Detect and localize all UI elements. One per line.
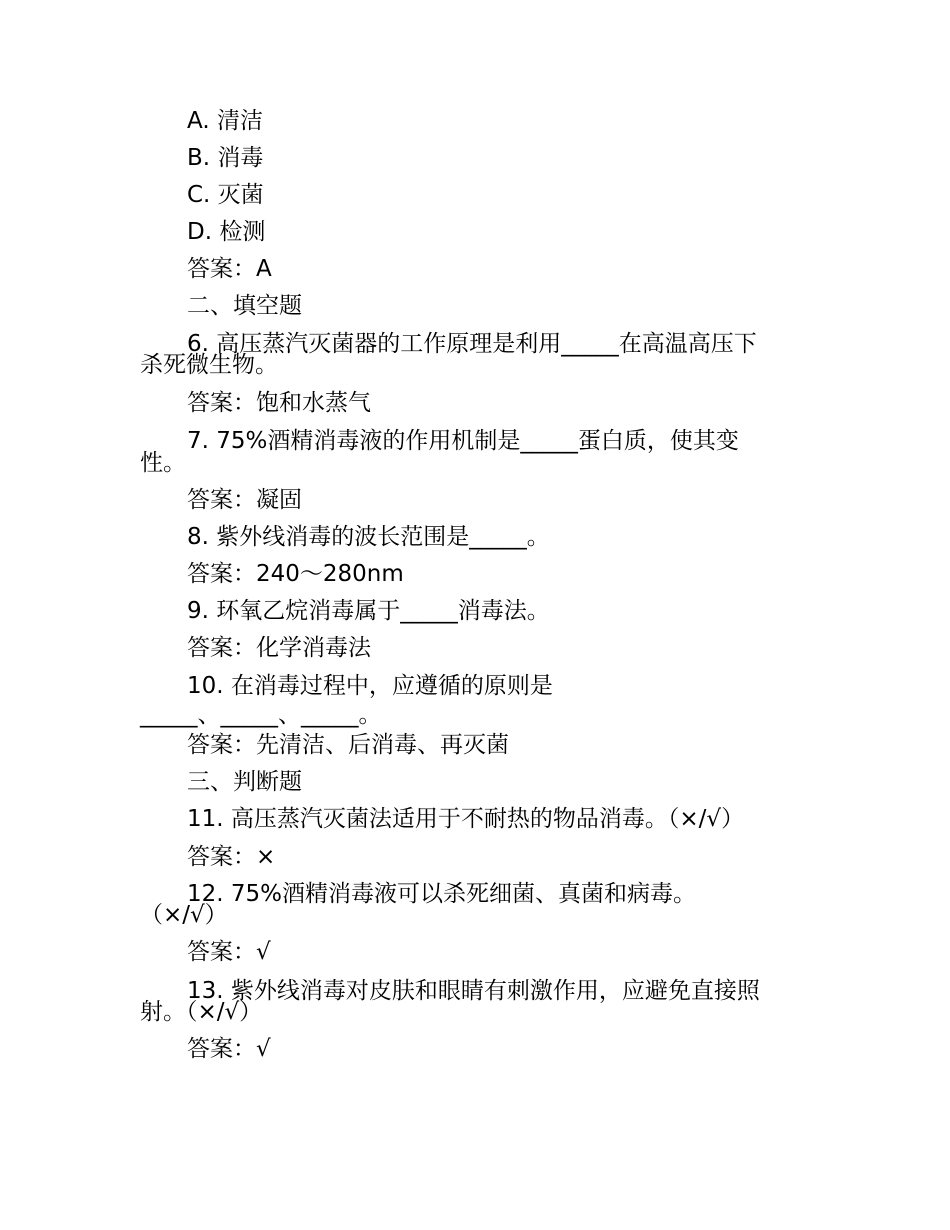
question-12-line-2: （×/√） [140, 902, 228, 928]
question-6-line-2: 杀死微生物。 [140, 352, 278, 378]
question-6-line-1: 6. 高压蒸汽灭菌器的工作原理是利用_____在高温高压下 [187, 331, 757, 357]
answer-5: 答案：A [187, 256, 272, 282]
question-8: 8. 紫外线消毒的波长范围是_____。 [187, 524, 550, 550]
answer-9: 答案：化学消毒法 [187, 635, 371, 661]
question-10-line-2: _____、_____、_____。 [140, 702, 382, 728]
answer-7: 答案：凝固 [187, 487, 302, 513]
answer-6: 答案：饱和水蒸气 [187, 390, 371, 416]
question-7-line-1: 7. 75%酒精消毒液的作用机制是_____蛋白质，使其变 [187, 428, 739, 454]
option-a: A. 清洁 [187, 108, 263, 134]
question-13-line-1: 13. 紫外线消毒对皮肤和眼睛有刺激作用，应避免直接照 [187, 978, 760, 1004]
question-12-line-1: 12. 75%酒精消毒液可以杀死细菌、真菌和病毒。 [187, 881, 697, 907]
question-7-line-2: 性。 [140, 450, 186, 476]
option-b: B. 消毒 [187, 145, 264, 171]
answer-11: 答案：× [187, 844, 276, 870]
question-11: 11. 高压蒸汽灭菌法适用于不耐热的物品消毒。（×/√） [187, 806, 745, 832]
section-heading-true-false: 三、判断题 [187, 769, 302, 795]
option-d: D. 检测 [187, 219, 266, 245]
question-10-line-1: 10. 在消毒过程中，应遵循的原则是 [187, 673, 553, 699]
answer-13: 答案：√ [187, 1036, 271, 1062]
answer-8: 答案：240～280nm [187, 561, 404, 587]
section-heading-fill-in: 二、填空题 [187, 293, 302, 319]
answer-10: 答案：先清洁、后消毒、再灭菌 [187, 732, 509, 758]
answer-12: 答案：√ [187, 939, 271, 965]
question-13-line-2: 射。（×/√） [140, 999, 263, 1025]
question-9: 9. 环氧乙烷消毒属于_____消毒法。 [187, 598, 550, 624]
option-c: C. 灭菌 [187, 182, 264, 208]
